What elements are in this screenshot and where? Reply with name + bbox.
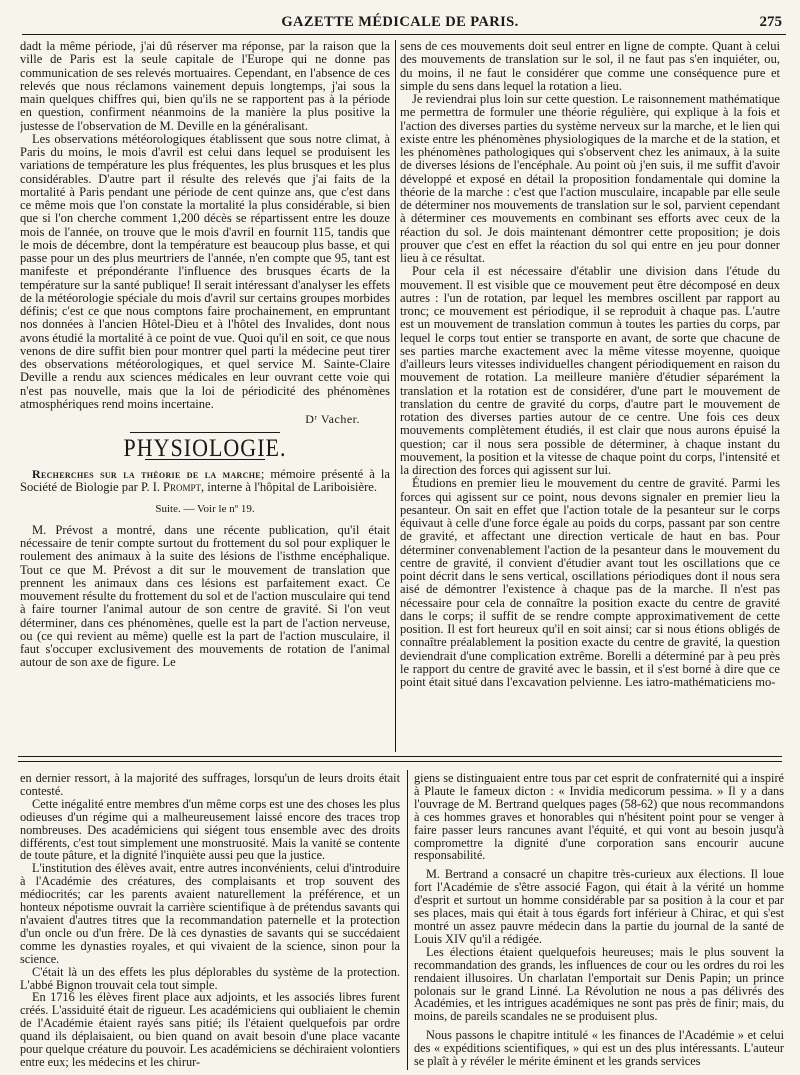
article-heading-end: , interne à l'hôpital de Lariboisière.: [200, 480, 378, 495]
article-title: Recherches sur la théorie de la marche: [32, 466, 261, 481]
paragraph: Pour cela il est nécessaire d'établir une division dans l'étude du mouvement. Il est visible que ce mouvement peut être décomposé en deux autres : l'un de rotation, par lequel les membres oscillent par rapport au tronc; ce mouvement est périodique, il se reproduit à chaque pas. L'autre est un mouvement de translation commun à toutes les parties du corps, par lequel le corps tout entier se transporte en avant, de sorte que chacune de ses parties marche exactement avec la même vitesse moyenne, quoique d'ailleurs leurs vitesses individuelles changent périodiquement en raison du mouvement de rotation. La meilleure manière d'étudier séparément la translation et la rotation est de considérer, d'une part le mouvement de translation du centre de gravité du corps, d'autre part le mouvement de rotation des diverses parties autour de ce centre. Une fois ces deux mouvements complètement étudiés, il est clair que nous aurons épuisé la question; car il nous sera possible de déterminer, à chaque instant du mouvement, la position et la vitesse de chaque point du corps, l'intensité et la direction des forces qui agissent sur lui.: [400, 264, 780, 477]
article-author: P. I. Prompt: [141, 480, 201, 495]
column-divider-bottom: [407, 770, 408, 1070]
top-left-column: [20, 40, 390, 750]
feuilleton-rule-lower: [18, 761, 782, 762]
paragraph: Nous passons le chapitre intitulé « les finances de l'Académie » et celui des « expéditions scientifiques, » qui est un des plus intéressants. L'auteur se plaît à y révéler le mérite éminent et les grands services: [414, 1028, 784, 1069]
top-right-column: [400, 40, 780, 750]
page-header: [0, 0, 800, 36]
paragraph: Je reviendrai plus loin sur cette question. Le raisonnement mathématique me permettra de formuler une théorie régulière, qui explique à la fois et l'action des diverses parties du système nerveux sur la marche, et le lien qui existe entre les phénomènes physiologiques de la marche et de la station, et les phénomènes pathologiques qui s'observent chez les animaux, à la suite de diverses lésions de l'encéphale. Au point où j'en suis, il me suffit d'avoir développé et exposé en détail la proposition fondamentale qui domine la théorie de la marche : c'est que l'action musculaire, incapable par elle seule de déterminer nos mouvements de translation sur le sol, parvient cependant à déterminer ces mouvements en combinant ses efforts avec ceux de la réaction du sol. Je dois maintenant démontrer cette proposition; je dois prouver que c'est en effet la réaction du sol qui entre en jeu pour donner lieu à ce résultat.: [400, 92, 780, 265]
author-signature: Dʳ Vacher.: [305, 412, 360, 426]
paragraph: M. Prévost a montré, dans une récente publication, qu'il était nécessaire de tenir compte surtout du frottement du sol pour expliquer le roulement des animaux à la suite des lésions de l'isthme encéphalique. Tout ce que M. Prévost a dit sur le mouvement de translation que prennent les animaux dans ces lésions est parfaitement exact. Ce mouvement résulte du frottement du sol et de l'action musculaire qui tend à faire tourner l'animal autour de son centre de gravité. Si l'on veut déterminer, dans ces phénomènes, quelle est la part de l'action nerveuse, ou (ce qui revient au même) quelle est la part de l'action musculaire, il faut s'occuper exclusivement des mouvements de rotation de l'animal autour de son axe de figure. Le: [20, 522, 390, 670]
feuilleton-rule-upper: [18, 756, 782, 757]
paragraph: dadt la même période, j'ai dû réserver ma réponse, par la raison que la ville de Paris est la seule capitale de l'Europe qui ne donne pas communication de ses relevés mortuaires. Cependant, en l'absence de ces relevés que nous réclamons vainement depuis longtemps, j'ai sous la main quelques chiffres qui, bien qu'ils ne se rapportent pas à la période en question, confirment néanmoins de la manière la plus positive la justesse de l'observation de M. Deville en la généralisant.: [20, 40, 390, 133]
column-divider-top: [395, 40, 396, 752]
paragraph: Étudions en premier lieu le mouvement du centre de gravité. Parmi les forces qui agissent sur ce point, nous devons signaler en premier lieu la pesanteur. On sait en effet que l'action totale de la pesanteur sur le corps équivaut à celle d'une force égale au poids du corps, passant par son centre de gravité, et affectant une direction verticale de haut en bas. Pour déterminer convenablement l'action de la pesanteur dans le mouvement du centre de gravité, il convient d'étudier avant tout les oscillations que ce point décrit dans le sens vertical, oscillations périodiques dont il nous sera aisé de démontrer l'existence à chaque pas de la marche. Il n'est pas nécessaire pour cela de connaître la position exacte du centre de gravité dans le corps; il suffit de se rendre compte approximativement de cette position. Il est fort heureux qu'il en soit ainsi; car si nous étions obligés de connaître préalablement la position exacte du centre de gravité, la question deviendrait d'une complication extrême. Borelli a déterminé par à peu près le rapport du centre de gravité avec le bassin, et il s'est borné à dire que ce point était situé dans l'excavation pelvienne. Les iatro-mathématiciens mo-: [400, 476, 780, 689]
journal-title: GAZETTE MÉDICALE DE PARIS.: [281, 14, 519, 30]
bottom-left-column: [20, 772, 400, 1072]
article-heading-text: ; mémoire présenté à la Société de Biologie par: [20, 466, 390, 495]
paragraph: giens se distinguaient entre tous par cet esprit de confraternité qui a inspiré à Plaute le fameux dicton : « Invidia medicorum pessima. » Il y a dans l'ouvrage de M. Bertrand quelques pages (58-62) que nous recommandons à ces hommes graves et honorables qui n'hésitent point pour se venger à faire passer leurs rancunes avant l'équité, et qui vont au besoin jusqu'à compromettre la dignité d'une corporation sans encourir aucune responsabilité.: [414, 772, 784, 863]
article-heading: [20, 468, 390, 495]
header-rule: [22, 34, 786, 35]
page-number: 275: [759, 14, 782, 30]
paragraph: L'institution des élèves avait, entre autres inconvénients, celui d'introduire à l'Académie des créatures, des complaisants et trop souvent des médiocrités; car les parents avaient naturellement la préférence, et un honteux népotisme ouvrait la carrière scientifique à de prétendus savants qui n'avaient d'autres titres que la recommandation paternelle et la protection d'un oncle ou d'un frère. De là ces dynasties de savants qui se succédaient comme les dynasties royales, et qui vivaient de la science, sinon pour la science.: [20, 861, 400, 966]
paragraph: Les élections étaient quelquefois heureuses; mais le plus souvent la recommandation des grands, les influences de cour ou les ordres du roi les rendaient illusoires. Un charlatan l'emportait sur Denis Papin; un prince polonais sur le grand Linné. La Révolution ne nous a pas délivrés des Académies, et les intrigues académiques ne sont pas près de finir; mais, du moins, de pareils scandales ne se produisent plus.: [414, 944, 784, 1024]
paragraph: Les observations météorologiques établissent que sous notre climat, à Paris du moins, le mois d'avril est celui dans lequel se produisent les variations de température les plus fréquentes, les plus brusques et les plus considérables. D'autre part il résulte des relevés que j'ai faits de la mortalité à Paris pendant une période de cent quinze ans, que c'est dans ce même mois que l'on constate la mortalité la plus considérable, si bien que si l'on cherche comment 1,200 décès se répartissent entre les douze mois de l'année, on trouve que le mois d'avril en fournit 115, tandis que le mois de décembre, dont la température est beaucoup plus basse, et qui passe pour un des plus meurtriers de l'année, n'en compte que 95, tant est manifeste et prépondérante l'influence des brusques écarts de la température sur la santé publique! Il serait intéressant d'analyser les effets de la météorologie spéciale du mois d'avril sur certains groupes morbides définis; c'est ce que nous comptons faire prochainement, en empruntant nos données à l'ancien Hôtel-Dieu et à l'hôtel des Invalides, dont nous avons étudié la mortalité à ce point de vue. Quoi qu'il en soit, ce que nous venons de dire suffit bien pour montrer quel parti la médecine peut tirer des observations météorologiques, et quel service M. Sainte-Claire Deville a rendu aux sciences médicales en leur ouvrant cette voie qui n'est pas nouvelle, mais que la loi de périodicité des phénomènes atmosphériques rend moins incertaine.: [20, 131, 390, 411]
paragraph: En 1716 les élèves firent place aux adjoints, et les associés libres furent créés. L'assiduité était de rigueur. Les académiciens qui oubliaient le chemin de l'Académie étaient rayés sans pitié; ils l'étaient quelquefois par ordre quand ils déplaisaient, ou bien quand on avait besoin d'une place vacante pour quelque créature du pouvoir. Les académiciens se déchiraient volontiers entre eux; les médecins et les chirur-: [20, 990, 400, 1069]
bottom-right-column: [414, 772, 784, 1072]
paragraph: Cette inégalité entre membres d'un même corps est une des choses les plus odieuses d'un régime qui a malheureusement laissé encore des traces trop nombreuses. Des académiciens qui siégent tous ensemble avec des droits différents, c'est tout simplement une monstruosité. Mais la vanité se contente de toute pâture, et la dignité l'inquiète aussi peu que la justice.: [20, 796, 400, 863]
paragraph: C'était là un des effets les plus déplorables du système de la protection. L'abbé Bignon trouvait cela tout simple.: [20, 964, 400, 992]
paragraph: M. Bertrand a consacré un chapitre très-curieux aux élections. Il loue fort l'Académie de s'être associé Fagon, qui était à la vérité un homme d'esprit et surtout un homme considérable par sa position à la cour et par ses places, mais qui était à tous égards fort inférieur à Chirac, et qui s'est montré un assez pauvre médecin dans la partie du journal de la santé de Louis XIV qu'il a rédigée.: [414, 867, 784, 946]
section-title: PHYSIOLOGIE.: [123, 433, 287, 463]
continuation-note: Suite. — Voir le nº 19.: [155, 502, 255, 515]
paragraph: sens de ces mouvements doit seul entrer en ligne de compte. Quant à celui des mouvements de translation sur le sol, il ne faut pas s'en inquiéter, ou, du moins, il ne faut le considérer que comme une conséquence pure et simple du sens dans lequel la rotation a lieu.: [400, 40, 780, 93]
paragraph: en dernier ressort, à la majorité des suffrages, lorsqu'un de leurs droits était contesté.: [20, 772, 400, 798]
